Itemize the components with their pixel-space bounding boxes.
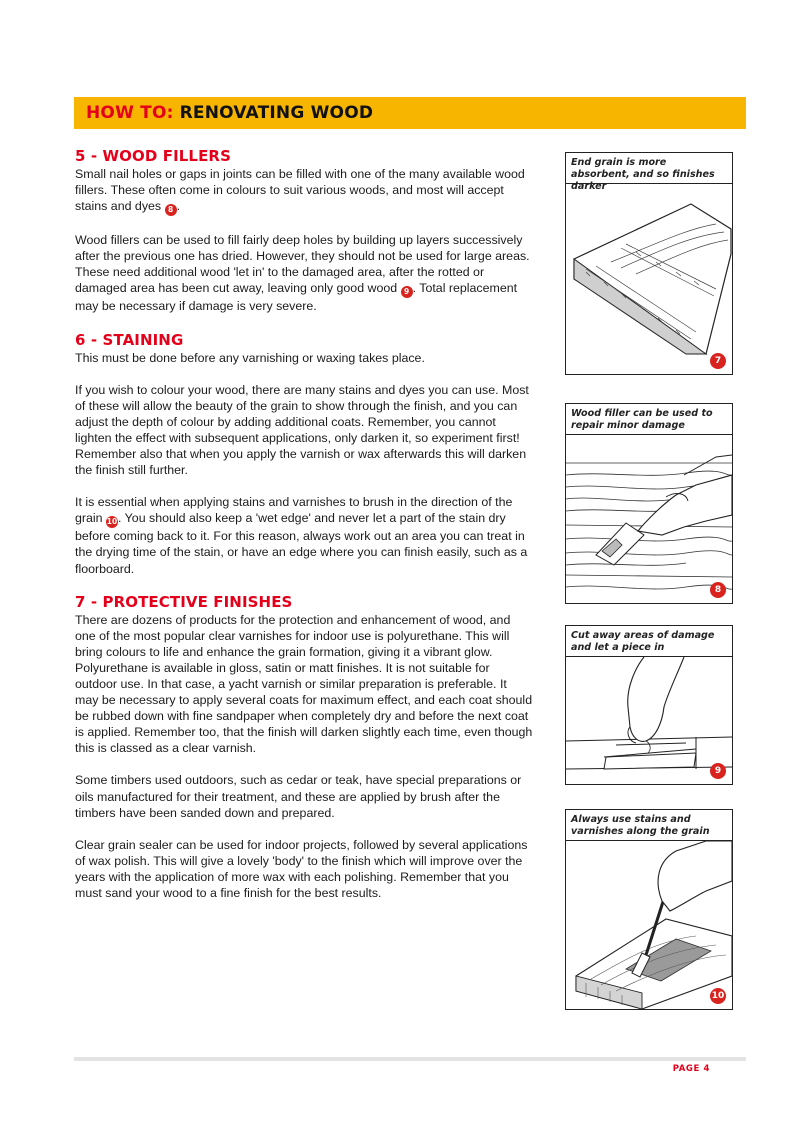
figure-caption: Wood filler can be used to repair minor damage: [566, 404, 732, 435]
heading-protective-finishes: 7 - PROTECTIVE FINISHES: [75, 592, 293, 611]
figure-number-badge: 8: [710, 582, 726, 598]
figure-number-badge: 9: [710, 763, 726, 779]
figure-let-in-piece: [565, 625, 733, 785]
figure-ref-badge: 10: [106, 517, 118, 527]
paragraph: [75, 166, 533, 216]
let-in-piece-illustration: [566, 657, 732, 784]
paragraph-text: . You should also keep a 'wet edge' and never let a part of the stain dry before coming back to it. For this reason, always work out an area you can treat in the drying time of the stain, or have an edge where you can finish easily, such as a floorboard.: [75, 511, 528, 576]
heading-wood-fillers: 5 - WOOD FILLERS: [75, 147, 231, 165]
banner-title: RENOVATING WOOD: [179, 103, 374, 123]
figure-ref-badge: 9: [401, 286, 413, 298]
figure-caption: Cut away areas of damage and let a piece in: [566, 626, 732, 657]
paragraph: This must be done before any varnishing or waxing takes place.: [75, 350, 425, 365]
figure-wood-filler: [565, 403, 733, 604]
paragraph: If you wish to colour your wood, there are many stains and dyes you can use. Most of these will allow the beauty of the grain to show through the finish, and you can adjust the depth of colour by adding additional coats. Remember, you cannot lighten the effect with subsequent applications, only darken it, so experiment first! Remember also that when you apply the varnish or wax afterwards this will darken the finish still further.: [75, 382, 529, 478]
figure-number-badge: 7: [710, 353, 726, 369]
paragraph-text: It is essential when applying stains and varnishes to brush in the direction of the grain: [75, 495, 513, 526]
paragraph-text: Wood fillers can be used to fill fairly deep holes by building up layers successively after the previous one has dried. However, they should not be used for large areas. These need additional wood 'let in' to the damaged area, after the rotted or damaged area has been cut away, leaving only good wood: [75, 233, 530, 296]
page-number: PAGE 4: [672, 1064, 710, 1074]
figure-caption: Always use stains and varnishes along the grain: [566, 810, 732, 841]
figure-number-badge: 10: [710, 988, 726, 1004]
brush-along-grain-illustration: [566, 841, 732, 1009]
paragraph-text: .: [176, 199, 181, 214]
heading-staining: 6 - STAINING: [75, 330, 184, 349]
figure-ref-badge: 8: [165, 204, 177, 216]
paragraph: Clear grain sealer can be used for indoor projects, followed by several applications of wax polish. This will give a lovely 'body' to the finish which will improve over the years with the application of more wax with each polishing. Remember that you must sand your wood to a fine finish for the best results.: [75, 837, 528, 900]
paragraph: [75, 494, 533, 576]
paragraph-text: . Total replacement may be necessary if damage is very severe.: [75, 281, 518, 314]
paragraph: There are dozens of products for the protection and enhancement of wood, and one of the most popular clear varnishes for indoor use is polyurethane. This will bring colours to life and enhance the grain formation, giving it a vibrant glow. Polyurethane is available in gloss, satin or matt finishes. It is not suitable for outdoor use. In that case, a yacht varnish or similar preparation is preferable. It may be necessary to apply several coats for maximum effect, and each coat should be rubbed down with fine sandpaper when completely dry and before the next coat is applied. Remember too, that the finish will darken slightly each time, even though this is classed as a clear varnish.: [75, 612, 533, 756]
banner-prefix: HOW TO:: [86, 103, 174, 123]
paragraph: [75, 232, 533, 314]
figure-caption: End grain is more absorbent, and so finishes darker: [566, 153, 732, 184]
article-body: [75, 147, 533, 917]
end-grain-board-illustration: [566, 184, 732, 374]
footer-divider: [74, 1057, 746, 1061]
wood-filler-illustration: [566, 435, 732, 603]
paragraph-text: Small nail holes or gaps in joints can be filled with one of the many available wood fillers. These often come in colours to suit various woods, and most will accept stains and dyes: [75, 167, 525, 214]
figure-end-grain: [565, 152, 733, 375]
title-banner: [74, 97, 746, 129]
paragraph: Some timbers used outdoors, such as cedar or teak, have special preparations or oils manufactured for their treatment, and these are applied by brush after the timbers have been sanded down and prepared.: [75, 773, 522, 820]
figure-brush-along-grain: [565, 809, 733, 1010]
